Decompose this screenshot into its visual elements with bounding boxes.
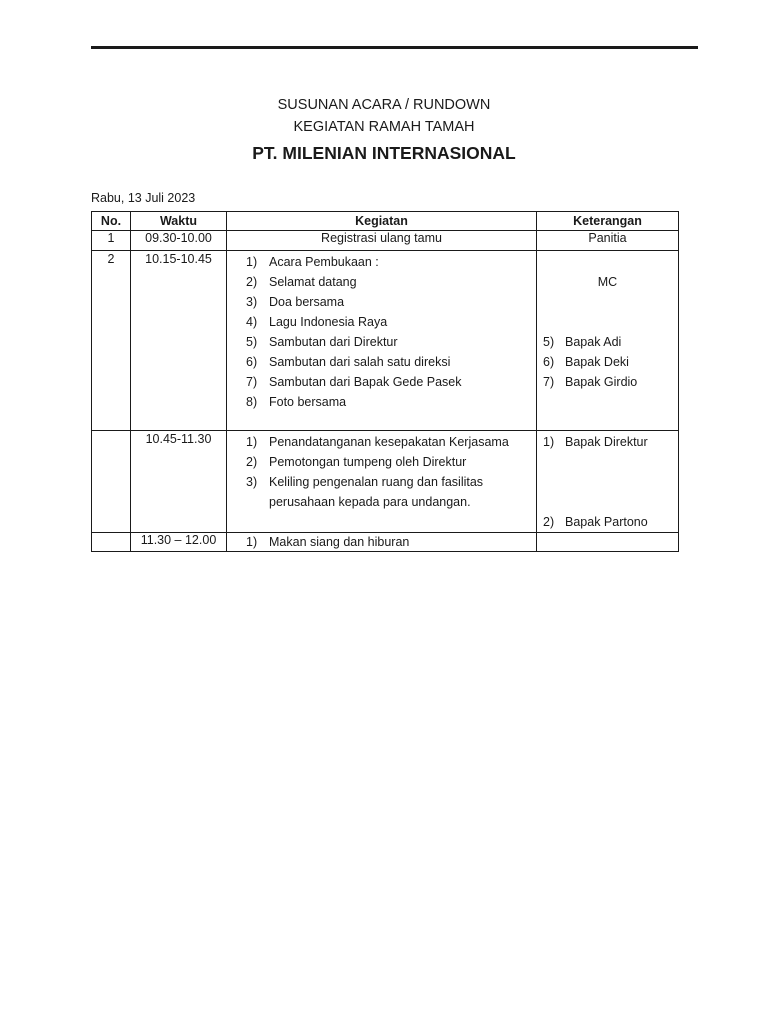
list-item	[227, 332, 536, 352]
cell-keterangan	[537, 533, 679, 552]
cell-no: 2	[92, 251, 131, 431]
item-number: 1)	[246, 435, 258, 449]
item-text: Bapak Partono	[565, 515, 648, 529]
header-waktu: Waktu	[131, 212, 227, 231]
header-keterangan: Keterangan	[537, 212, 679, 231]
list-item	[227, 252, 536, 272]
item-number: 7)	[543, 375, 555, 389]
item-text: Selamat datang	[269, 275, 357, 289]
cell-keterangan: Panitia	[537, 231, 679, 251]
activity-list	[227, 432, 536, 512]
list-item	[537, 512, 678, 532]
table-row	[92, 533, 679, 552]
list-item	[537, 372, 678, 392]
item-number: 2)	[246, 455, 258, 469]
rundown-table	[91, 211, 679, 552]
item-number: 4)	[246, 315, 258, 329]
item-number: 6)	[246, 355, 258, 369]
document-title: SUSUNAN ACARA / RUNDOWN	[277, 97, 491, 113]
header-kegiatan: Kegiatan	[227, 212, 537, 231]
item-number: 2)	[543, 515, 555, 529]
list-item	[227, 352, 536, 372]
item-text: Lagu Indonesia Raya	[269, 315, 388, 329]
cell-waktu: 10.45-11.30	[131, 431, 227, 533]
list-item	[227, 272, 536, 292]
item-text: Bapak Deki	[565, 355, 629, 369]
header-no: No.	[92, 212, 131, 231]
item-text: Bapak Direktur	[565, 435, 648, 449]
list-item	[537, 432, 678, 452]
cell-kegiatan	[227, 533, 537, 552]
item-number: 1)	[246, 535, 258, 549]
event-date: Rabu, 13 Juli 2023	[91, 191, 196, 205]
item-text: Sambutan dari salah satu direksi	[269, 355, 451, 369]
list-item	[227, 472, 536, 512]
item-text: Bapak Adi	[565, 335, 622, 349]
activity-list	[227, 533, 536, 551]
item-text: Makan siang dan hiburan	[269, 535, 410, 549]
mc-label: MC	[597, 275, 618, 289]
item-number: 5)	[543, 335, 555, 349]
item-text-continuation: perusahaan kepada para undangan.	[269, 495, 471, 509]
cell-waktu: 09.30-10.00	[131, 231, 227, 251]
table-row	[92, 251, 679, 431]
cell-keterangan	[537, 431, 679, 533]
item-number: 7)	[246, 375, 258, 389]
item-text: Pemotongan tumpeng oleh Direktur	[269, 455, 467, 469]
cell-no	[92, 533, 131, 552]
item-number: 3)	[246, 295, 258, 309]
cell-no	[92, 431, 131, 533]
item-number: 1)	[246, 255, 258, 269]
activity-list	[227, 252, 536, 412]
list-item	[227, 533, 536, 551]
document-title-block	[0, 94, 768, 166]
item-number: 3)	[246, 475, 258, 489]
document-subtitle: KEGIATAN RAMAH TAMAH	[293, 119, 475, 135]
item-text: Doa bersama	[269, 295, 345, 309]
list-item	[227, 292, 536, 312]
cell-kegiatan	[227, 251, 537, 431]
item-text: Bapak Girdio	[565, 375, 638, 389]
table-row	[92, 231, 679, 251]
item-number: 6)	[543, 355, 555, 369]
item-text: Foto bersama	[269, 395, 347, 409]
item-number: 5)	[246, 335, 258, 349]
item-text: Acara Pembukaan :	[269, 255, 379, 269]
item-text: Sambutan dari Bapak Gede Pasek	[269, 375, 462, 389]
list-item	[227, 432, 536, 452]
list-item	[537, 332, 678, 352]
company-name: PT. MILENIAN INTERNASIONAL	[252, 143, 516, 163]
list-item	[227, 312, 536, 332]
item-number: 1)	[543, 435, 555, 449]
item-text: Penandatanganan kesepakatan Kerjasama	[269, 435, 509, 449]
list-item	[227, 372, 536, 392]
item-text: Sambutan dari Direktur	[269, 335, 398, 349]
cell-no: 1	[92, 231, 131, 251]
list-item	[227, 392, 536, 412]
list-item	[227, 452, 536, 472]
cell-waktu: 11.30 – 12.00	[131, 533, 227, 552]
cell-kegiatan: Registrasi ulang tamu	[227, 231, 537, 251]
item-number: 2)	[246, 275, 258, 289]
table-header-row	[92, 212, 679, 231]
top-rule	[91, 46, 698, 49]
cell-kegiatan	[227, 431, 537, 533]
cell-keterangan	[537, 251, 679, 431]
table-row	[92, 431, 679, 533]
list-item	[537, 352, 678, 372]
remarks-list	[537, 332, 678, 392]
remarks-list	[537, 432, 678, 532]
item-number: 8)	[246, 395, 258, 409]
cell-waktu: 10.15-10.45	[131, 251, 227, 431]
item-text: Keliling pengenalan ruang dan fasilitas	[269, 475, 484, 489]
